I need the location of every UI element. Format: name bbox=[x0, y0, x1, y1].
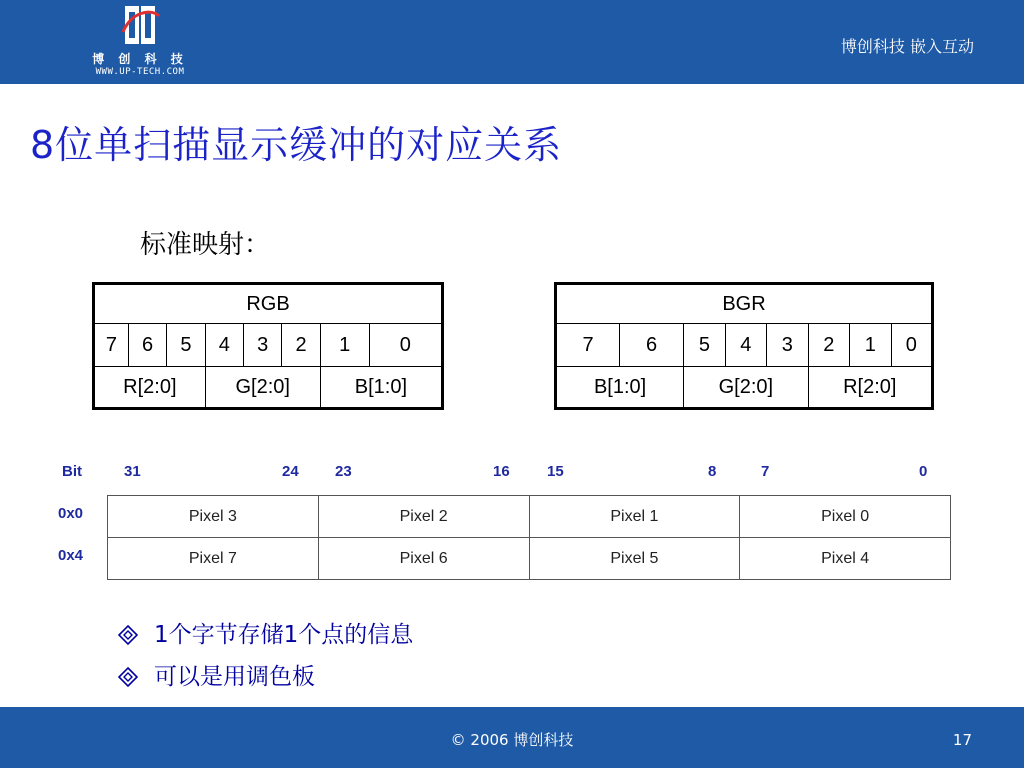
field-cell: B[1:0] bbox=[320, 367, 442, 409]
bit-cell: 1 bbox=[850, 324, 891, 367]
bit-position: 15 bbox=[547, 463, 564, 480]
bit-cell: 0 bbox=[891, 324, 933, 367]
slide-subtitle: 标准映射： bbox=[140, 230, 271, 260]
bit-axis-label: Bit bbox=[62, 463, 82, 480]
page-number: 17 bbox=[952, 731, 972, 749]
bgr-table-header: BGR bbox=[556, 284, 933, 324]
list-item bbox=[118, 614, 413, 656]
slide-title: 8位单扫描显示缓冲的对应关系 bbox=[30, 123, 563, 167]
pixel-cell: Pixel 2 bbox=[318, 496, 529, 538]
header-tagline: 博创科技 嵌入互动 bbox=[840, 37, 974, 56]
field-cell: B[1:0] bbox=[556, 367, 684, 409]
bit-position: 16 bbox=[493, 463, 510, 480]
bit-cell: 7 bbox=[94, 324, 129, 367]
table-row bbox=[108, 496, 951, 538]
pixel-cell: Pixel 4 bbox=[740, 538, 951, 580]
bit-cell: 7 bbox=[556, 324, 620, 367]
row-address: 0x0 bbox=[58, 505, 84, 522]
company-logo[interactable] bbox=[85, 2, 195, 82]
bit-cell: 6 bbox=[128, 324, 166, 367]
pixel-cell: Pixel 6 bbox=[318, 538, 529, 580]
copyright-text: © 2006 博创科技 bbox=[450, 731, 574, 749]
bit-cell: 5 bbox=[167, 324, 205, 367]
pixel-cell: Pixel 3 bbox=[108, 496, 319, 538]
bit-cell: 4 bbox=[725, 324, 766, 367]
bit-cell: 3 bbox=[244, 324, 282, 367]
bit-cell: 5 bbox=[684, 324, 725, 367]
bullet-text: 1个字节存储1个点的信息 bbox=[154, 622, 414, 648]
bit-position: 31 bbox=[124, 463, 141, 480]
bgr-mapping-table bbox=[554, 282, 934, 410]
field-cell: G[2:0] bbox=[684, 367, 808, 409]
bit-cell: 1 bbox=[320, 324, 369, 367]
rgb-mapping-table bbox=[92, 282, 444, 410]
logo-url: WWW.UP-TECH.COM bbox=[95, 67, 185, 77]
bit-cell: 2 bbox=[282, 324, 320, 367]
pixel-cell: Pixel 7 bbox=[108, 538, 319, 580]
header-bar bbox=[0, 0, 1024, 84]
bit-cell: 6 bbox=[620, 324, 684, 367]
diamond-bullet-icon bbox=[118, 625, 138, 645]
bit-position: 23 bbox=[335, 463, 352, 480]
bit-position: 8 bbox=[708, 463, 717, 480]
pixel-cell: Pixel 0 bbox=[740, 496, 951, 538]
bit-cell: 0 bbox=[369, 324, 442, 367]
pixel-cell: Pixel 5 bbox=[529, 538, 740, 580]
bullet-list bbox=[118, 614, 413, 698]
bullet-text: 可以是用调色板 bbox=[154, 664, 315, 690]
bit-cell: 2 bbox=[808, 324, 849, 367]
pixel-layout-table bbox=[107, 495, 951, 580]
row-address: 0x4 bbox=[58, 547, 84, 564]
field-cell: R[2:0] bbox=[808, 367, 932, 409]
footer-bar bbox=[0, 707, 1024, 768]
table-row bbox=[108, 538, 951, 580]
bit-position: 24 bbox=[282, 463, 299, 480]
pixel-cell: Pixel 1 bbox=[529, 496, 740, 538]
field-cell: R[2:0] bbox=[94, 367, 206, 409]
diamond-bullet-icon bbox=[118, 667, 138, 687]
bit-cell: 4 bbox=[205, 324, 243, 367]
bit-cell: 3 bbox=[767, 324, 808, 367]
logo-icon bbox=[121, 2, 161, 48]
bit-position: 0 bbox=[919, 463, 928, 480]
list-item bbox=[118, 656, 413, 698]
field-cell: G[2:0] bbox=[205, 367, 320, 409]
logo-name: 博 创 科 技 bbox=[92, 52, 188, 66]
rgb-table-header: RGB bbox=[94, 284, 443, 324]
bit-position: 7 bbox=[761, 463, 770, 480]
